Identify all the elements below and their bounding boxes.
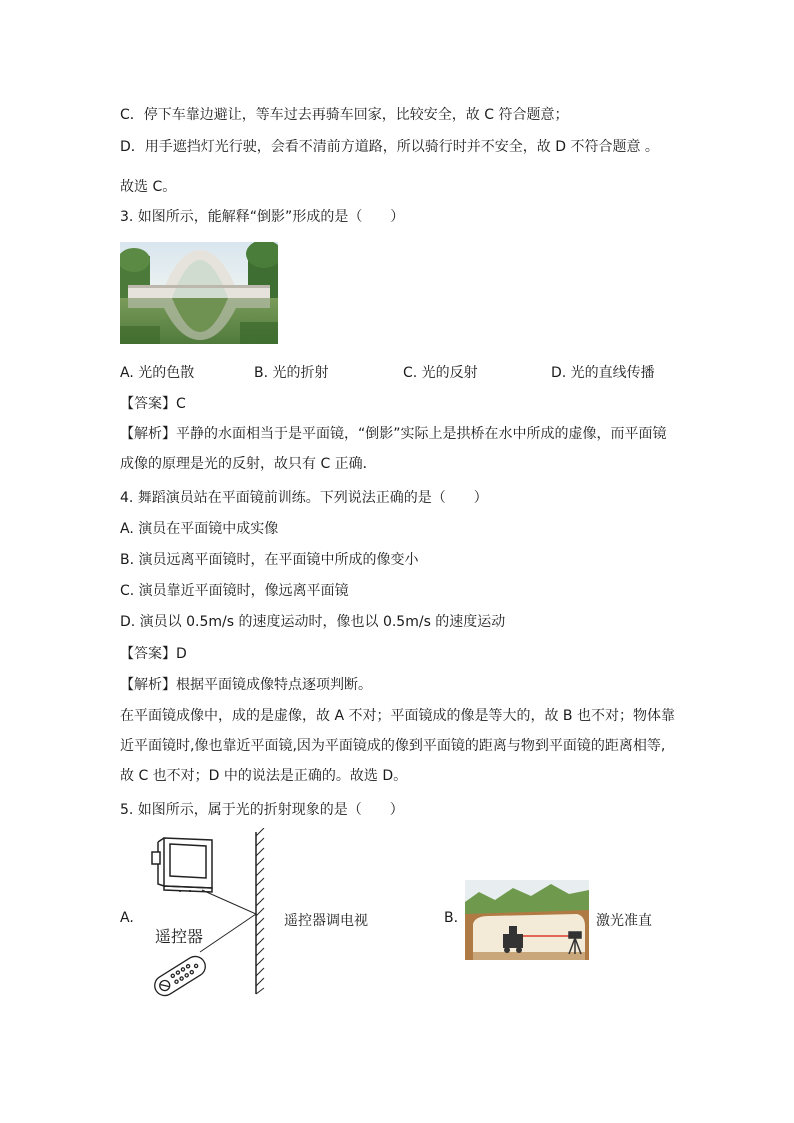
q3-stem: 3. 如图所示，能解释“倒影”形成的是（ ） xyxy=(120,209,405,225)
q3-option-b: B. 光的折射 xyxy=(254,365,329,381)
q5-option-a-caption: 遥控器调电视 xyxy=(284,913,368,929)
q5-option-a-letter: A. xyxy=(120,910,134,926)
bridge-reflection-photo xyxy=(120,242,278,344)
laser-alignment-figure xyxy=(465,880,589,960)
q4-explanation: 在平面镜成像中，成的是虚像，故 A 不对；平面镜成的像是等大的，故 B 也不对；物体靠近平面镜时,像也靠近平面镜,因为平面镜成的像到平面镜的距离与物到平面镜的距离相等,故 C 也不对；D 中的说法是正确的。故选 D。 xyxy=(120,708,675,784)
q3-analysis: 【解析】平静的水面相当于是平面镜，“倒影”实际上是拱桥在水中所成的虚像，而平面镜成像的原理是光的反射，故只有 C 正确． xyxy=(120,426,667,472)
q5-option-b-letter: B. xyxy=(444,910,459,926)
remote-control-label: 遥控器 xyxy=(155,927,204,946)
q4-stem: 4. 舞蹈演员站在平面镜前训练。下列说法正确的是（ ） xyxy=(120,490,488,506)
q4-answer: 【答案】D xyxy=(120,646,187,662)
q3-option-a: A. 光的色散 xyxy=(120,365,195,381)
q3-answer: 【答案】C xyxy=(120,396,186,412)
tv-remote-mirror-figure xyxy=(150,828,270,1000)
q3-option-d: D. 光的直线传播 xyxy=(551,365,655,381)
q4-option-a: A. 演员在平面镜中成实像 xyxy=(120,521,279,537)
q4-option-b: B. 演员远离平面镜时，在平面镜中所成的像变小 xyxy=(120,552,419,568)
q3-option-c: C. 光的反射 xyxy=(403,365,478,381)
previous-conclusion: 故选 C。 xyxy=(120,179,177,195)
q5-option-b-caption: 激光准直 xyxy=(596,913,652,929)
q4-option-c: C. 演员靠近平面镜时，像远离平面镜 xyxy=(120,583,349,599)
q4-option-d: D. 演员以 0.5m/s 的速度运动时，像也以 0.5m/s 的速度运动 xyxy=(120,614,506,630)
previous-answer-c-line: C．停下车靠边避让，等车过去再骑车回家，比较安全，故 C 符合题意； xyxy=(120,107,569,123)
q4-analysis: 【解析】根据平面镜成像特点逐项判断。 xyxy=(120,677,372,693)
q5-stem: 5. 如图所示，属于光的折射现象的是（ ） xyxy=(120,802,404,818)
previous-answer-d-line: D．用手遮挡灯光行驶，会看不清前方道路，所以骑行时并不安全，故 D 不符合题意 。 xyxy=(120,139,659,155)
